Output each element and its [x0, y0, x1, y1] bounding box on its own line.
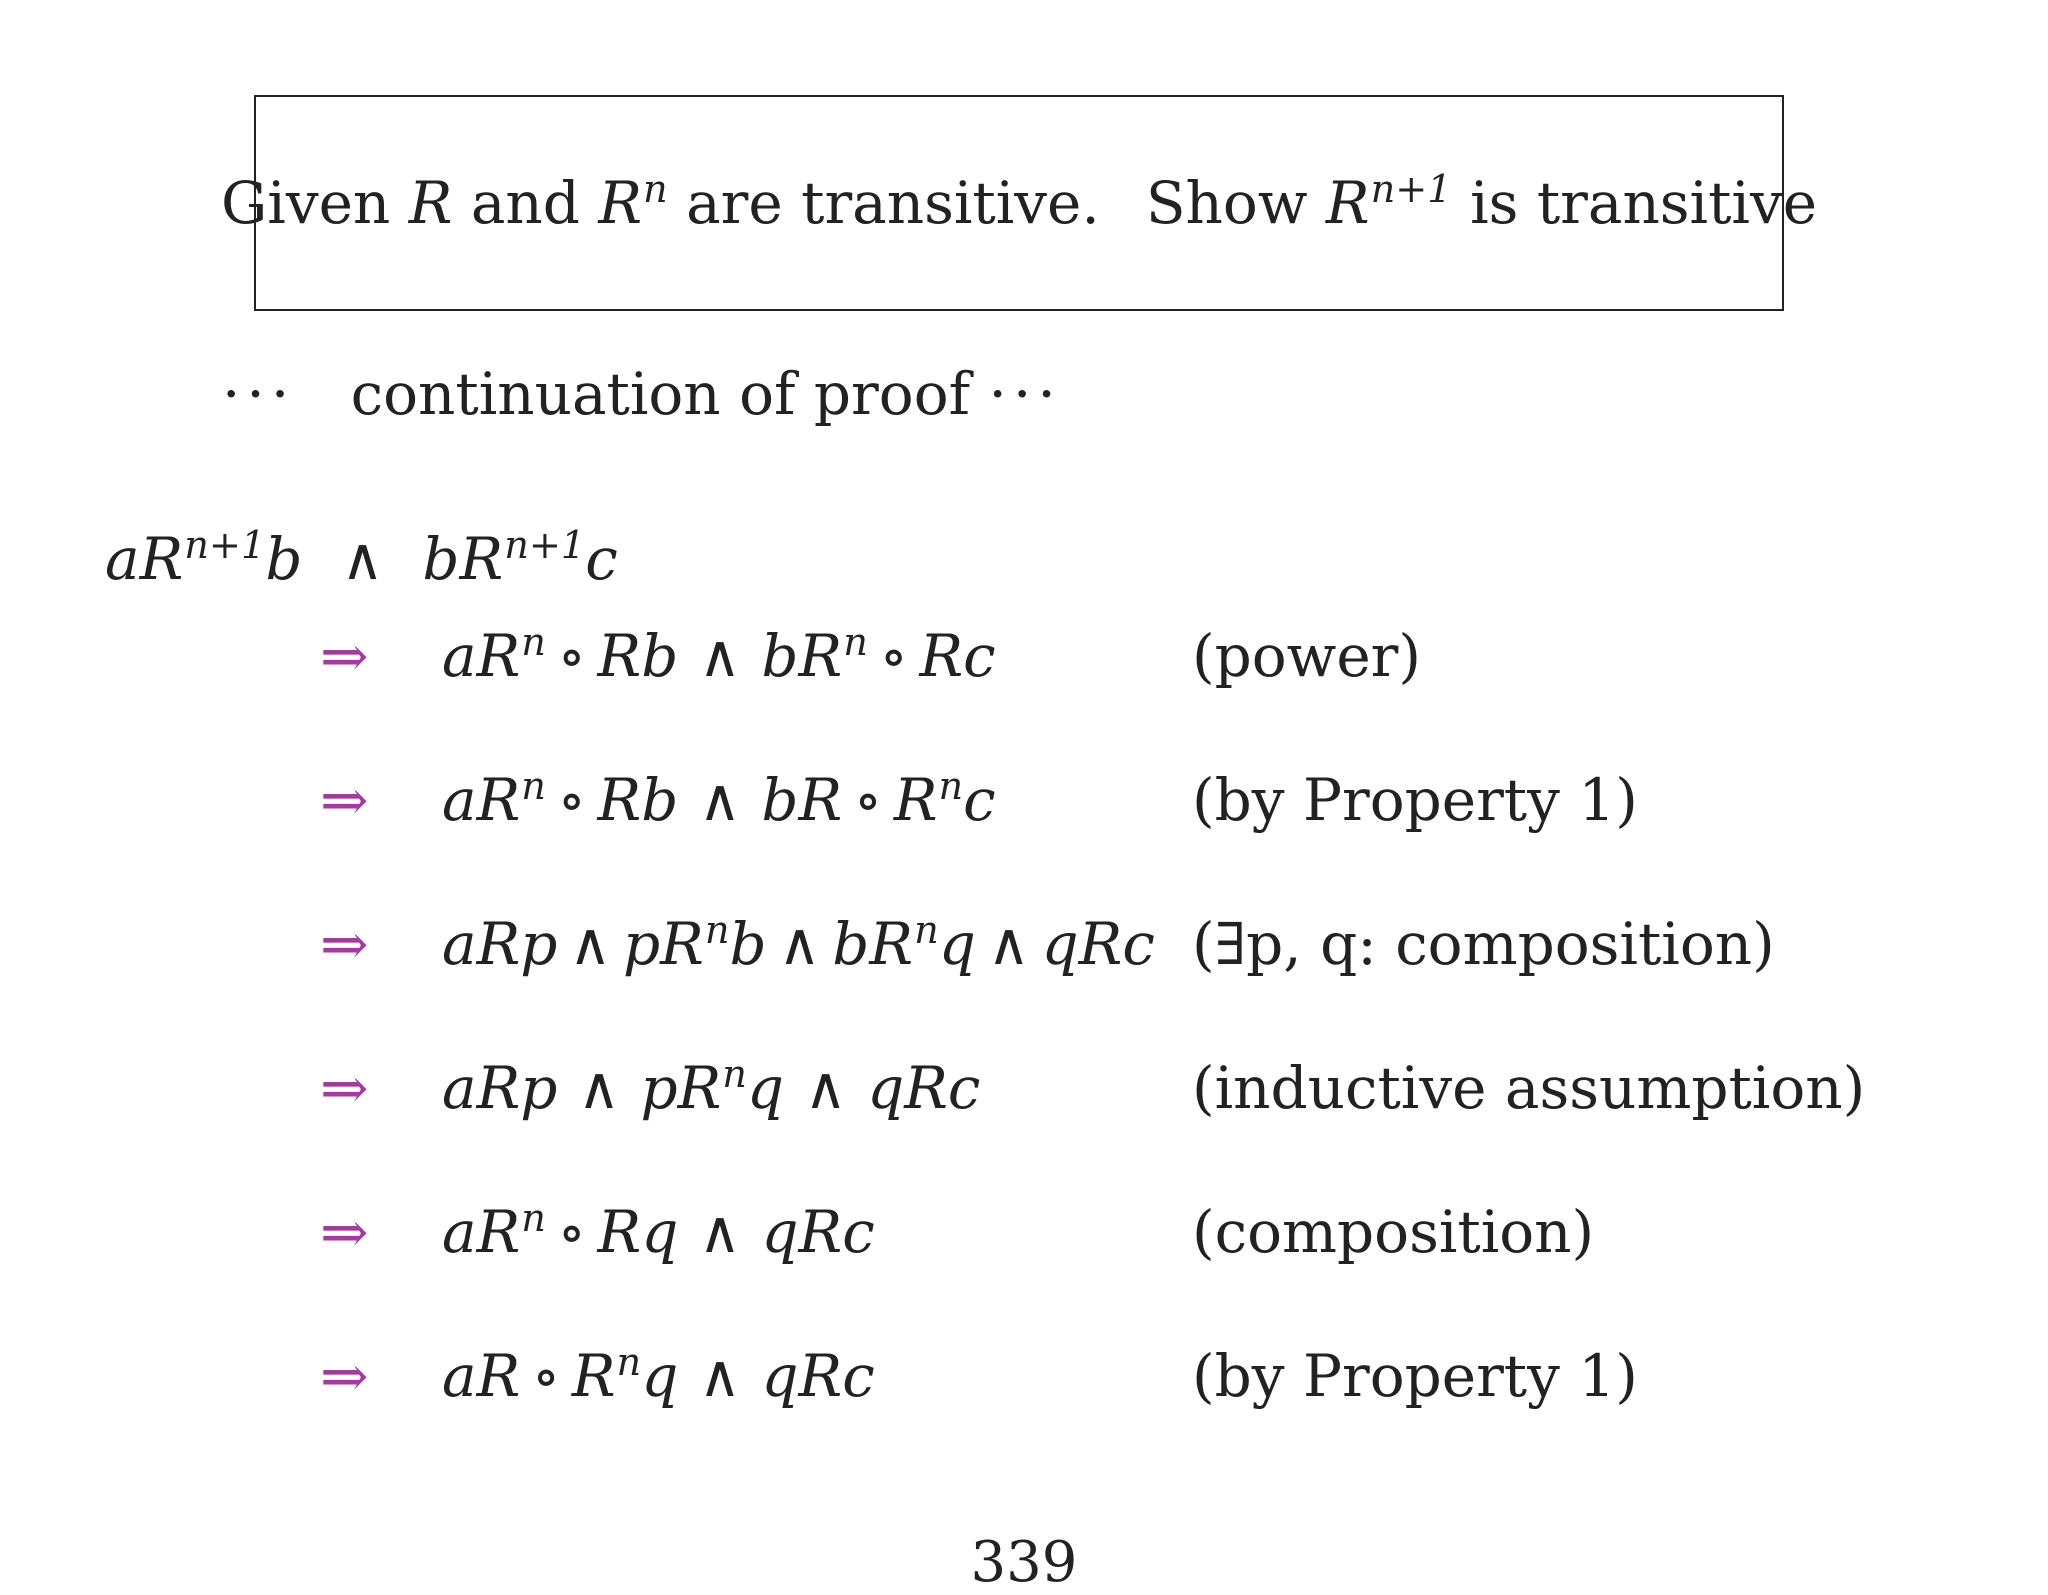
step-justification: (∃p, q: composition)	[1192, 910, 1775, 978]
step-justification: (composition)	[1192, 1198, 1595, 1266]
proof-hypothesis	[105, 522, 618, 593]
and-symbol: ∧	[341, 525, 384, 593]
proof-step	[0, 907, 2048, 990]
title-show: Show	[1145, 169, 1308, 237]
title-are-transitive: are transitive.	[686, 169, 1100, 237]
hypothesis-left: $aR^{n+1}b$	[105, 522, 303, 593]
step-justification: (power)	[1192, 622, 1421, 690]
title-given: Given	[220, 169, 391, 237]
proof-step	[0, 763, 2048, 846]
proof-step	[0, 619, 2048, 702]
proof-step	[0, 1195, 2048, 1278]
title-text	[220, 166, 1818, 237]
ellipsis-left: ···	[222, 360, 296, 428]
implies-arrow-icon: ⇒	[320, 766, 369, 834]
implies-arrow-icon: ⇒	[320, 910, 369, 978]
step-expression: aRp ∧ $pR^nb$ ∧ $bR^nq$ ∧ qRc	[442, 907, 1155, 978]
step-justification: (by Property 1)	[1192, 766, 1638, 834]
hypothesis-right: $bR^{n+1}c$	[422, 522, 618, 593]
implies-arrow-icon: ⇒	[320, 1198, 369, 1266]
implies-arrow-icon: ⇒	[320, 1054, 369, 1122]
step-expression: $aR^n$ ∘ Rb ∧ bR ∘ $R^nc$	[442, 763, 996, 834]
continuation-text: continuation of proof	[350, 360, 971, 428]
ellipsis-right: ···	[988, 360, 1062, 428]
continuation-line	[222, 360, 1062, 428]
step-expression: $aR^n$ ∘ Rb ∧ $bR^n$ ∘ Rc	[442, 619, 996, 690]
implies-arrow-icon: ⇒	[320, 622, 369, 690]
proof-step	[0, 1339, 2048, 1422]
step-justification: (inductive assumption)	[1192, 1054, 1866, 1122]
step-expression: aRp ∧ $pR^nq$ ∧ qRc	[442, 1051, 981, 1122]
title-and: and	[470, 169, 580, 237]
step-justification: (by Property 1)	[1192, 1342, 1638, 1410]
page-number: 339	[970, 1530, 1078, 1595]
title-Rn: $R^n$	[598, 166, 668, 237]
theorem-statement-box	[220, 95, 1818, 311]
title-R: R	[408, 169, 453, 237]
title-Rn1: $R^{n+1}$	[1325, 166, 1452, 237]
step-expression: aR ∘ $R^nq$ ∧ qRc	[442, 1339, 875, 1410]
implies-arrow-icon: ⇒	[320, 1342, 369, 1410]
proof-step	[0, 1051, 2048, 1134]
step-expression: $aR^n$ ∘ Rq ∧ qRc	[442, 1195, 875, 1266]
title-is-transitive: is transitive	[1470, 169, 1818, 237]
